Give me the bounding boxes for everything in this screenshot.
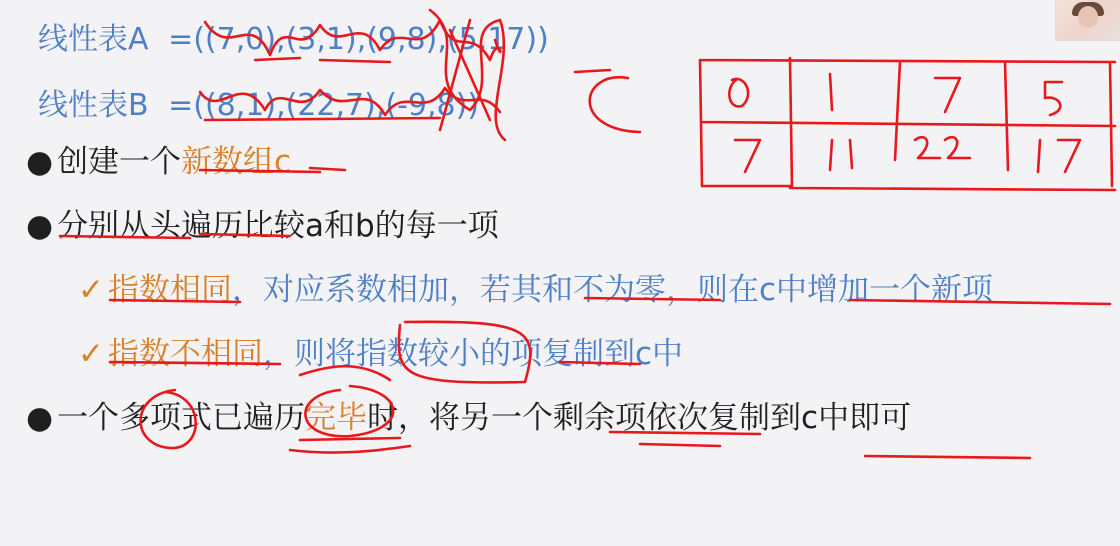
cell-0: [729, 79, 748, 107]
list-b-label: 线性表B: [38, 88, 149, 123]
bullet-dot-icon: ●: [26, 144, 54, 180]
cell-22: [915, 137, 970, 158]
bullet-2-text: 分别从头遍历比较a和b的每一项: [57, 208, 499, 244]
underline-traverse: [60, 234, 290, 238]
bullet-3-text-before: 一个多项式已遍历: [57, 400, 306, 436]
bullet-1-text: 创建一个: [57, 144, 182, 180]
bullet-3-highlight: 完毕: [305, 400, 368, 436]
list-a-value: =((7,0),(3,1),(9,8),(5,17)): [168, 22, 549, 57]
underline-new-array: [200, 168, 345, 172]
cell-11: [830, 140, 852, 170]
bullet-1-highlight: 新数组c: [181, 144, 292, 180]
bullet-3-text-after: 时，将另一个剩余项依次复制到c中即可: [367, 400, 912, 436]
check-2-highlight: 指数不相同: [107, 336, 263, 372]
circle-finished: [305, 386, 393, 436]
table-outline: [700, 58, 1115, 190]
checkmark-icon: ✓: [78, 272, 104, 308]
cell-5: [1045, 82, 1062, 115]
bullet-dot-icon: ●: [26, 208, 54, 244]
underline-list-b: [205, 118, 440, 120]
check-2-text: ，则将指数较小的项复制到c中: [262, 336, 684, 372]
cell-7a: [935, 78, 960, 112]
underline-same-exponent: [110, 298, 1110, 304]
scribble-list-b: [200, 88, 500, 115]
box-index-small: [399, 322, 531, 383]
check-1-highlight: 指数相同: [107, 272, 232, 308]
checkmark-icon: ✓: [78, 336, 104, 372]
underline-list-a: [255, 58, 390, 62]
list-b-value: =((8,1),(22,7),(-9,8)): [168, 88, 480, 123]
scribble-list-a: [205, 20, 500, 60]
cell-7b: [735, 140, 760, 172]
list-a-label: 线性表A: [38, 22, 149, 57]
cell-17: [1038, 140, 1080, 172]
mark-dash: [575, 70, 610, 72]
bullet-dot-icon: ●: [26, 400, 54, 436]
underline-remaining: [610, 432, 1030, 458]
underline-different-exponent: [110, 362, 640, 364]
check-1-text: ，对应系数相加，若其和不为零，则在c中增加一个新项: [231, 272, 994, 308]
cell-1: [830, 74, 832, 110]
mark-c: [590, 77, 640, 132]
circle-polynomial: [141, 390, 196, 448]
scribble-list-a-2: [430, 10, 505, 140]
